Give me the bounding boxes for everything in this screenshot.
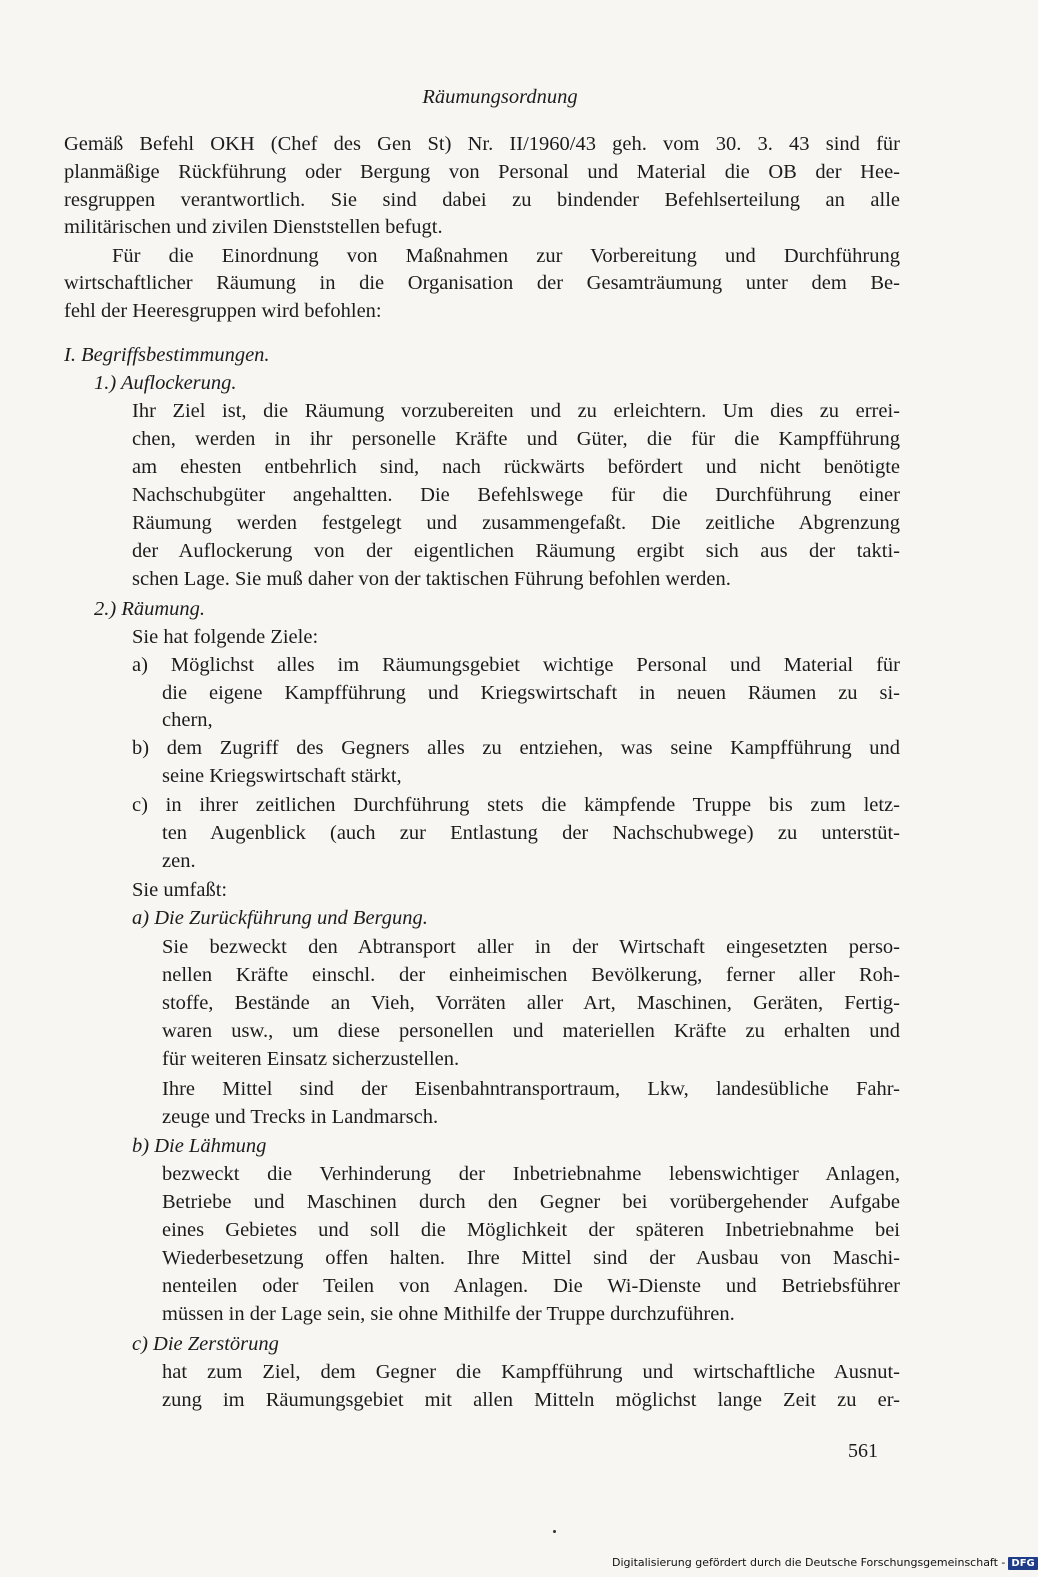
- text-line: nenteilen oder Teilen von Anlagen. Die Wi-Dienste und Betriebsführer: [162, 1275, 900, 1297]
- text-line: Nachschubgüter angehaltten. Die Befehlswege für die Durchführung einer: [132, 484, 900, 506]
- text-line: Wiederbesetzung offen halten. Ihre Mittel sind der Ausbau von Maschi-: [162, 1247, 900, 1269]
- text-line: Gemäß Befehl OKH (Chef des Gen St) Nr. II/1960/43 geh. vom 30. 3. 43 sind für: [64, 133, 900, 155]
- text-line: für weiteren Einsatz sicherzustellen.: [162, 1048, 460, 1070]
- text-line: waren usw., um diese personellen und materiellen Kräfte zu erhalten und: [162, 1020, 900, 1042]
- item-heading: b) Die Lähmung: [132, 1135, 267, 1157]
- footer-text: Digitalisierung gefördert durch die Deutsche Forschungsgemeinschaft -: [612, 1556, 1006, 1569]
- text-line: resgruppen verantwortlich. Sie sind dabei zu bindender Befehlserteilung an alle: [64, 189, 900, 211]
- running-head: Räumungsordnung: [422, 86, 578, 108]
- page-number: 561: [848, 1440, 878, 1462]
- item-heading: a) Die Zurückführung und Bergung.: [132, 907, 428, 929]
- text-line: Räumung werden festgelegt und zusammengefaßt. Die zeitliche Abgrenzung: [132, 512, 900, 534]
- text-line: c) in ihrer zeitlichen Durchführung stets die kämpfende Truppe bis zum letz-: [132, 794, 900, 816]
- text-line: nellen Kräfte einschl. der einheimischen Bevölkerung, ferner aller Roh-: [162, 964, 900, 986]
- text-line: der Auflockerung von der eigentlichen Räumung ergibt sich aus der takti-: [132, 540, 900, 562]
- scan-speck: [553, 1530, 556, 1533]
- text-line: hat zum Ziel, dem Gegner die Kampfführung und wirtschaftliche Ausnut-: [162, 1361, 900, 1383]
- text-line: die eigene Kampfführung und Kriegswirtschaft in neuen Räumen zu si-: [162, 682, 900, 704]
- text-line: müssen in der Lage sein, sie ohne Mithilfe der Truppe durchzuführen.: [162, 1303, 735, 1325]
- text-line: wirtschaftlicher Räumung in die Organisation der Gesamträumung unter dem Be-: [64, 272, 900, 294]
- subsection-heading: 1.) Auflockerung.: [94, 372, 237, 394]
- text-line: chen, werden in ihr personelle Kräfte und Güter, die für die Kampfführung: [132, 428, 900, 450]
- text-line: Sie bezweckt den Abtransport aller in der Wirtschaft eingesetzten perso-: [162, 936, 900, 958]
- text-line: schen Lage. Sie muß daher von der taktischen Führung befohlen werden.: [132, 568, 731, 590]
- text-line: am ehesten entbehrlich sind, nach rückwärts befördert und nicht benötigte: [132, 456, 900, 478]
- text-line: zung im Räumungsgebiet mit allen Mitteln möglichst lange Zeit zu er-: [162, 1389, 900, 1411]
- section-heading: I. Begriffsbestimmungen.: [64, 344, 270, 366]
- text-line: ten Augenblick (auch zur Entlastung der Nachschubwege) zu unterstüt-: [162, 822, 900, 844]
- text-line: Ihre Mittel sind der Eisenbahntransportraum, Lkw, landesübliche Fahr-: [162, 1078, 900, 1100]
- text-line: Sie umfaßt:: [132, 879, 228, 901]
- item-heading: c) Die Zerstörung: [132, 1333, 279, 1355]
- text-line: bezweckt die Verhinderung der Inbetriebnahme lebenswichtiger Anlagen,: [162, 1163, 900, 1185]
- text-line: planmäßige Rückführung oder Bergung von Personal und Material die OB der Hee-: [64, 161, 900, 183]
- text-line: Sie hat folgende Ziele:: [132, 626, 319, 648]
- text-line: stoffe, Bestände an Vieh, Vorräten aller Art, Maschinen, Geräten, Fertig-: [162, 992, 900, 1014]
- text-line: fehl der Heeresgruppen wird befohlen:: [64, 300, 382, 322]
- text-line: Für die Einordnung von Maßnahmen zur Vorbereitung und Durchführung: [112, 245, 900, 267]
- text-line: militärischen und zivilen Dienststellen befugt.: [64, 216, 443, 238]
- text-line: seine Kriegswirtschaft stärkt,: [162, 765, 402, 787]
- text-line: Ihr Ziel ist, die Räumung vorzubereiten und zu erleichtern. Um dies zu errei-: [132, 400, 900, 422]
- text-line: zeuge und Trecks in Landmarsch.: [162, 1106, 439, 1128]
- text-line: a) Möglichst alles im Räumungsgebiet wichtige Personal und Material für: [132, 654, 900, 676]
- text-line: zen.: [162, 850, 196, 872]
- text-line: Betriebe und Maschinen durch den Gegner bei vorübergehender Aufgabe: [162, 1191, 900, 1213]
- text-line: eines Gebietes und soll die Möglichkeit der späteren Inbetriebnahme bei: [162, 1219, 900, 1241]
- subsection-heading: 2.) Räumung.: [94, 598, 206, 620]
- text-line: chern,: [162, 709, 213, 731]
- digitization-footer: [612, 1556, 1038, 1570]
- text-line: b) dem Zugriff des Gegners alles zu entziehen, was seine Kampfführung und: [132, 737, 900, 759]
- dfg-logo-icon: DFG: [1008, 1557, 1037, 1570]
